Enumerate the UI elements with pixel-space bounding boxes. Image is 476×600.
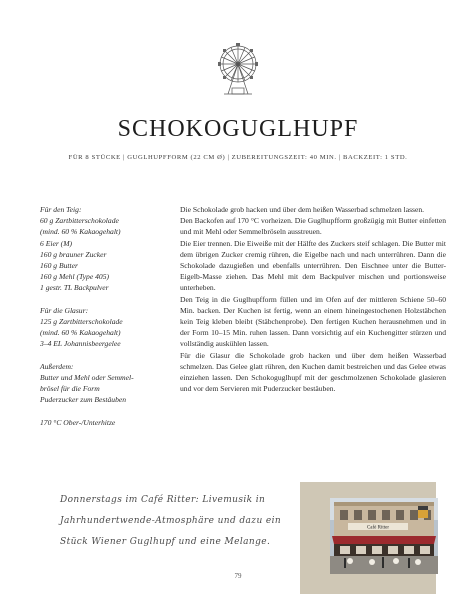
cafe-photo bbox=[330, 498, 438, 574]
instruction-paragraph: Die Schokolade grob hacken und über dem heißen Wasserbad schmelzen lassen. bbox=[180, 205, 425, 214]
ingredient-list bbox=[40, 204, 175, 428]
instruction-paragraph: Für die Glasur die Schokolade grob hacken und über dem heißen Wasserbad schmelzen. Das Gelee glatt rühren, den Kuchen damit bestreichen und das Gelee etwas einziehen lassen. Den Schokoguglhupf mit der geschmolzenen Schokolade glasieren und vor dem Servieren mit Puderzucker bestäuben. bbox=[180, 350, 446, 394]
ingredient-gap bbox=[40, 349, 175, 360]
ingredient-line: 3–4 EL Johannisbeergelee bbox=[40, 339, 121, 349]
cafe-sign: Café Ritter bbox=[366, 525, 390, 531]
ingredient-line: Butter und Mehl oder Semmel- bbox=[40, 372, 134, 382]
recipe-meta: FÜR 8 STÜCKE | GUGLHUPFFORM (22 CM Ø) | ZUBEREITUNGSZEIT: 40 MIN. | BACKZEIT: 1 STD. bbox=[68, 154, 408, 161]
handwritten-line: Donnerstags im Café Ritter: Livemusik in bbox=[60, 495, 266, 505]
instruction-paragraph: Den Teig in die Guglhupfform füllen und im Ofen auf der mittleren Schiene 50–60 Min. backen. Der Kuchen ist fertig, wenn an einem hineingestochenen Holzstäbchen kein Teig kleben bleibt (Stäbchenprobe). Den fertigen Kuchen herausnehmen und in der Form 10–15 Min. ruhen lassen. Dann vorsichtig auf ein Kuchengitter stürzen und vollständig auskühlen lassen. bbox=[180, 294, 446, 349]
ingredient-line: 170 °C Ober-/Unterhitze bbox=[40, 417, 116, 427]
ingredient-line: Für den Teig: bbox=[40, 205, 82, 214]
ingredient-line: (mind. 60 % Kakaogehalt) bbox=[40, 227, 121, 237]
ingredient-gap bbox=[40, 405, 175, 416]
handwritten-note bbox=[60, 490, 300, 553]
handwritten-line: Jahrhundertwende-Atmosphäre und dazu ein bbox=[60, 516, 282, 526]
ingredient-line: brösel für die Form bbox=[40, 384, 100, 393]
ingredient-line: Puderzucker zum Bestäuben bbox=[40, 395, 127, 405]
instructions bbox=[180, 204, 446, 394]
recipe-title: SCHOKOGUGLHUPF bbox=[117, 116, 359, 142]
handwritten-line: Stück Wiener Guglhupf und eine Melange. bbox=[60, 537, 271, 547]
page-number: 79 bbox=[234, 572, 242, 580]
instruction-paragraph: Den Backofen auf 170 °C vorheizen. Die Guglhupfform großzügig mit Butter einfetten und mit Mehl oder Semmelbröseln ausstreuen. bbox=[180, 216, 446, 237]
cafe-awning bbox=[332, 536, 436, 544]
ingredient-line: 60 g Zartbitterschokolade bbox=[40, 216, 119, 226]
instruction-paragraph: Die Eier trennen. Die Eiweiße mit der Hälfte des Zuckers steif schlagen. Die Butter mit dem übrigen Zucker cremig rühren, die Eigelbe nach und nach unterrühren. Dann die Schokolade dazugießen und ebenfalls unterrühren. Den Eischnee unter die Butter-Eigelb-Masse ziehen. Das Mehl mit dem Backpulver mischen und portionsweise unterheben. bbox=[180, 238, 446, 293]
ingredient-line: 160 g Butter bbox=[40, 260, 78, 270]
ingredient-line: 1 gestr. TL Backpulver bbox=[40, 283, 109, 293]
ingredient-line: (mind. 60 % Kakaogehalt) bbox=[40, 328, 121, 338]
ferris-wheel-illustration bbox=[216, 40, 260, 100]
ingredient-line: Für die Glasur: bbox=[40, 305, 89, 315]
ingredient-line: 125 g Zartbitterschokolade bbox=[40, 316, 123, 326]
ingredient-gap bbox=[40, 294, 175, 305]
ingredient-line: 160 g brauner Zucker bbox=[40, 249, 107, 259]
ingredient-line: 6 Eier (M) bbox=[40, 238, 73, 248]
ingredient-line: Außerdem: bbox=[40, 361, 74, 371]
ingredient-line: 160 g Mehl (Type 405) bbox=[40, 272, 110, 282]
